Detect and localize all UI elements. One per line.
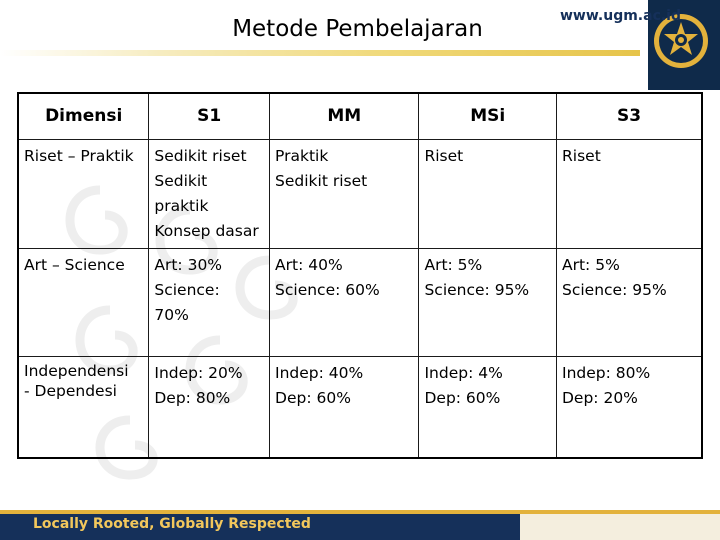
cell-line: Konsep dasar bbox=[154, 221, 259, 240]
cell-line: 70% bbox=[154, 305, 189, 324]
cell-s3 bbox=[557, 248, 703, 356]
cell-line: Dep: 60% bbox=[275, 388, 351, 407]
cell-line: Riset – Praktik bbox=[24, 146, 134, 165]
cell-dimensi bbox=[18, 248, 149, 356]
cell-s3 bbox=[557, 139, 703, 248]
cell-mm bbox=[270, 139, 419, 248]
table-row bbox=[18, 139, 702, 248]
cell-line: Science: 60% bbox=[275, 280, 380, 299]
cell-line: Independensi bbox=[24, 361, 129, 380]
cell-msi bbox=[419, 139, 557, 248]
cell-line: Art: 30% bbox=[154, 255, 223, 274]
cell-line: Praktik bbox=[275, 146, 329, 165]
title-underline bbox=[0, 50, 640, 56]
cell-dimensi bbox=[18, 356, 149, 458]
cell-line: Science: 95% bbox=[424, 280, 530, 299]
cell-s1 bbox=[149, 248, 270, 356]
header-s1: S1 bbox=[149, 93, 270, 139]
cell-s1 bbox=[149, 139, 270, 248]
header-dimensi: Dimensi bbox=[18, 93, 149, 139]
cell-line: Indep: 80% bbox=[562, 363, 651, 382]
cell-line: Art: 40% bbox=[275, 255, 343, 274]
cell-line: Art: 5% bbox=[424, 255, 483, 274]
cell-mm bbox=[270, 248, 419, 356]
cell-line: Dep: 80% bbox=[154, 388, 231, 407]
header-mm: MM bbox=[270, 93, 419, 139]
cell-line: Sedikit riset bbox=[154, 146, 247, 165]
slide-title: Metode Pembelajaran bbox=[232, 16, 483, 42]
cell-msi bbox=[419, 356, 557, 458]
cell-line: Art – Science bbox=[24, 255, 125, 274]
comparison-table bbox=[17, 92, 703, 459]
cell-s3 bbox=[557, 356, 703, 458]
cell-line: Indep: 20% bbox=[154, 363, 243, 382]
cell-line: Riset bbox=[424, 146, 464, 165]
cell-s1 bbox=[149, 356, 270, 458]
table-row bbox=[18, 248, 702, 356]
table-header-row bbox=[18, 93, 702, 139]
cell-line: Sedikit riset bbox=[275, 171, 368, 190]
cell-line: Dep: 60% bbox=[424, 388, 501, 407]
footer-url-box bbox=[520, 514, 720, 540]
cell-line: Sedikit bbox=[154, 171, 208, 190]
cell-line: - Dependesi bbox=[24, 381, 117, 400]
cell-line: praktik bbox=[154, 196, 209, 215]
cell-line: Science: bbox=[154, 280, 220, 299]
cell-mm bbox=[270, 356, 419, 458]
header-msi: MSi bbox=[419, 93, 557, 139]
cell-dimensi bbox=[18, 139, 149, 248]
cell-line: Indep: 40% bbox=[275, 363, 364, 382]
cell-line: Science: 95% bbox=[562, 280, 667, 299]
cell-msi bbox=[419, 248, 557, 356]
footer-bar bbox=[0, 510, 720, 540]
footer-url-link[interactable]: www.ugm.ac.id bbox=[560, 8, 682, 24]
footer-tagline: Locally Rooted, Globally Respected bbox=[33, 516, 311, 532]
cell-line: Art: 5% bbox=[562, 255, 620, 274]
cell-line: Indep: 4% bbox=[424, 363, 503, 382]
cell-line: Dep: 20% bbox=[562, 388, 638, 407]
header-s3: S3 bbox=[557, 93, 703, 139]
cell-line: Riset bbox=[562, 146, 601, 165]
table-row bbox=[18, 356, 702, 458]
